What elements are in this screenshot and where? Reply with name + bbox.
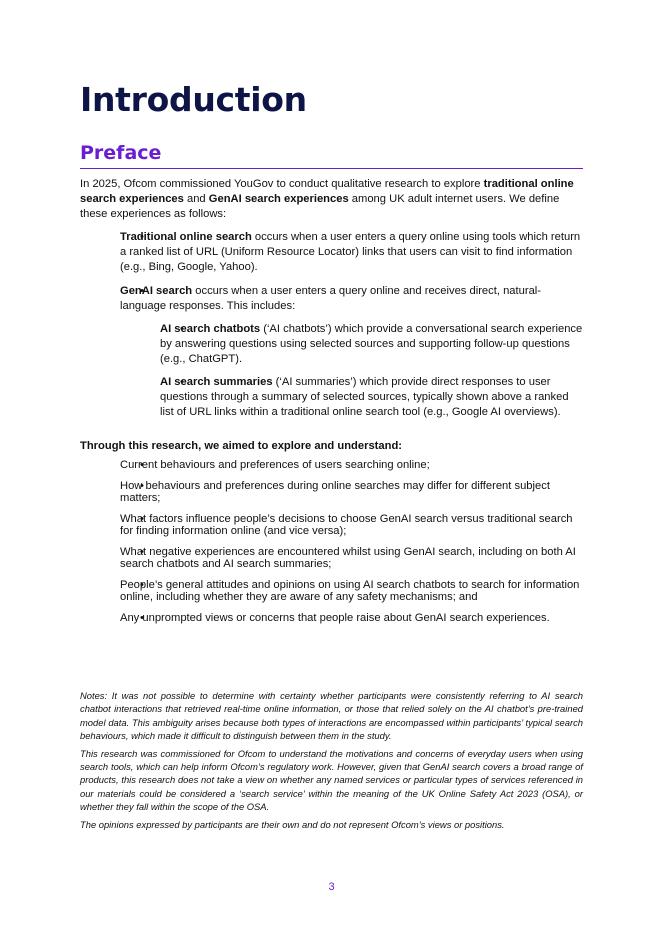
note-paragraph: Notes: It was not possible to determine with certainty whether participants were consistently referring to AI search chatbot interactions that retrieved real-time online information, or those that relied solely on the AI chatbot’s pre-trained model data. This ambiguity arises because both types of interactions are encompassed within participants’ typical search behaviours, which made it difficult to distinguish between them in the study.: [80, 690, 583, 742]
page-title: Introduction: [80, 80, 307, 119]
list-item: • What factors influence people’s decisions to choose GenAI search versus traditional search for finding information online (and vice versa);: [120, 513, 583, 538]
list-item: • Current behaviours and preferences of users searching online;: [120, 459, 583, 472]
definitions-list: [80, 230, 583, 420]
list-item: • Any unprompted views or concerns that people raise about GenAI search experiences.: [120, 612, 583, 625]
list-item: • How behaviours and preferences during online searches may differ for different subject matters;: [120, 480, 583, 505]
notes-section: [80, 689, 583, 831]
aims-list: [80, 459, 583, 624]
genai-sublist: [120, 322, 583, 420]
list-item-ai-summaries: • AI search summaries (‘AI summaries’) which provide direct responses to user questions through a summary of selected sources, typically shown above a ranked list of URL links within a traditional online search tool (e.g., Google AI overviews).: [160, 375, 583, 420]
note-paragraph: The opinions expressed by participants are their own and do not represent Ofcom’s views or positions.: [80, 818, 505, 830]
section-heading: Preface: [80, 142, 162, 164]
intro-paragraph: In 2025, Ofcom commissioned YouGov to conduct qualitative research to explore traditional online search experiences and GenAI search experiences among UK adult internet users. We define these experiences as follows:: [80, 178, 574, 220]
section-divider: [80, 168, 583, 169]
page-number: 3: [328, 881, 335, 893]
list-item: • People’s general attitudes and opinions on using AI search chatbots to search for information online, including whether they are aware of any safety mechanisms; and: [120, 579, 583, 604]
list-item-genai-search: • GenAI search occurs when a user enters a query online and receives direct, natural-language responses. This includes: • AI search chatbots (‘AI chatbots’) which provide a conversational search experience by answering questions using selected sources and supporting follow-up questions (e.g., ChatGPT). • AI search summaries (‘AI summaries’) which provide direct responses to user questions through a summary of selected sources, typically shown above a ranked list of URL links within a traditional online search tool (e.g., Google AI overviews).: [120, 284, 583, 420]
list-item-ai-chatbots: • AI search chatbots (‘AI chatbots’) which provide a conversational search experience by answering questions using selected sources and supporting follow-up questions (e.g., ChatGPT).: [160, 322, 583, 367]
body-text: [80, 177, 583, 624]
list-item: • What negative experiences are encountered whilst using GenAI search, including on both AI search chatbots and AI search summaries;: [120, 546, 583, 571]
list-item-traditional-search: • Traditional online search occurs when a user enters a query online using tools which return a ranked list of URL (Uniform Resource Locator) links that users can visit to find information (e.g., Bing, Google, Yahoo).: [120, 230, 583, 275]
aims-heading: Through this research, we aimed to explore and understand:: [80, 440, 403, 452]
note-paragraph: This research was commissioned for Ofcom to understand the motivations and concerns of everyday users when using search tools, which can help inform Ofcom’s regulatory work. However, given that GenAI search covers a broad range of products, this research does not take a view on whether any named services or particular types of services referenced in our materials could be considered a ‘search service’ within the meaning of the UK Online Safety Act 2023 (OSA), or whether they fall within the scope of the OSA.: [80, 747, 583, 813]
